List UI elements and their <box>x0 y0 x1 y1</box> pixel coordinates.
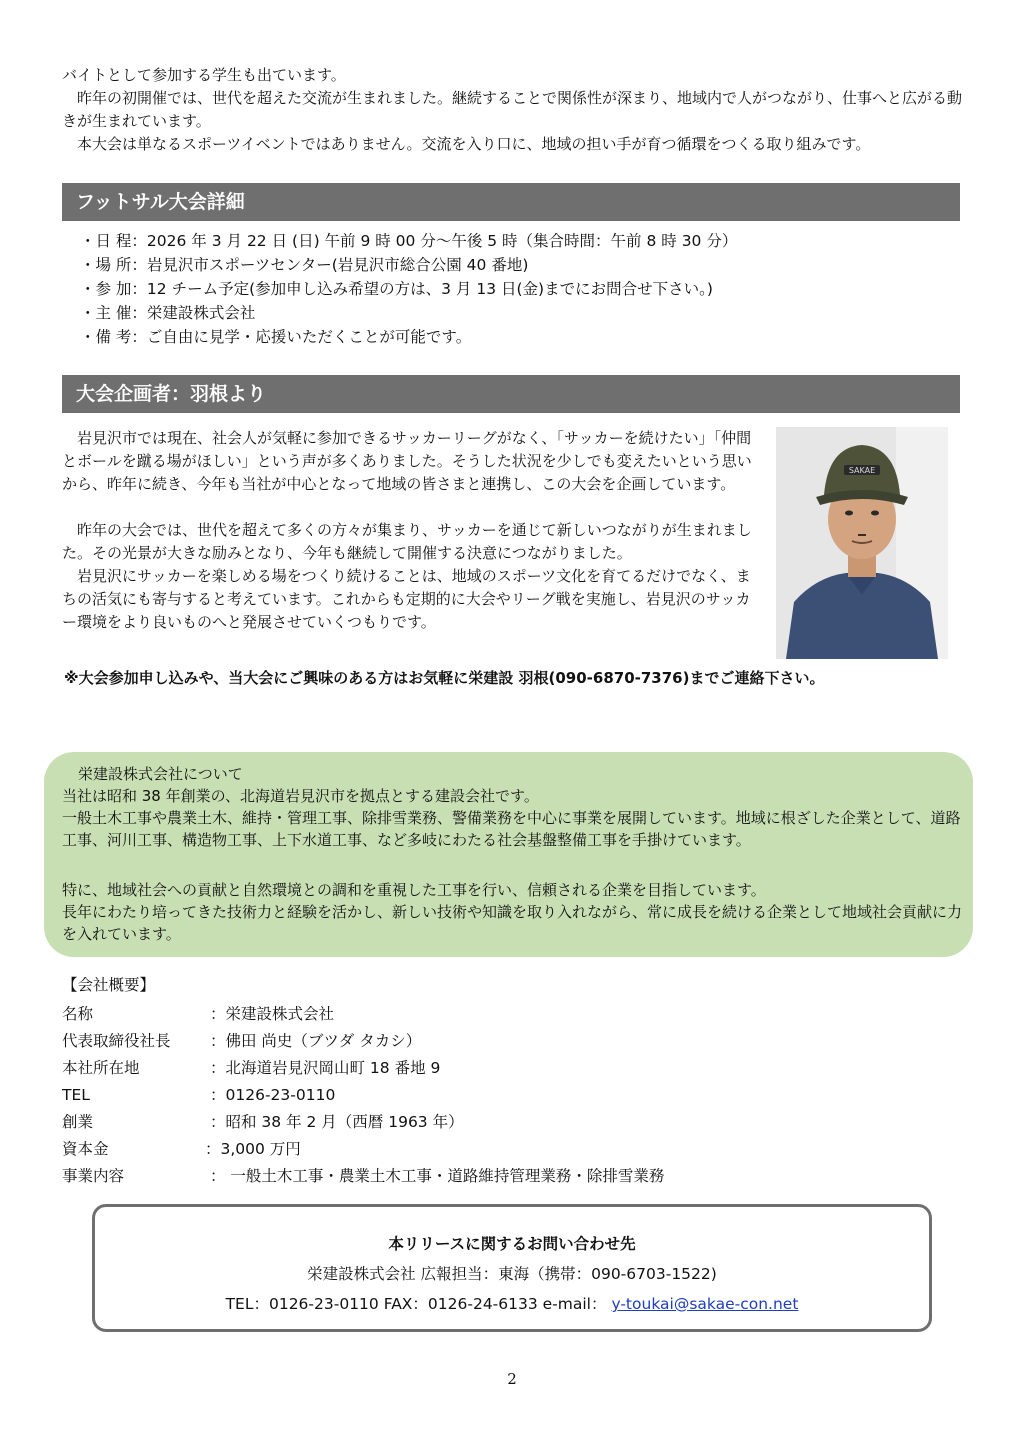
overview-row-tel <box>62 1084 335 1106</box>
about-paragraph-2: 一般土木工事や農業土木、維持・管理工事、除排雪業務、警備業務を中心に事業を展開しています。地域に根ざした企業として、道路工事、河川工事、構造物工事、上下水道工事、など多岐にわたる社会基盤整備工事を手掛けています。 <box>62 809 961 849</box>
about-title: 栄建設株式会社について <box>78 765 243 783</box>
press-contact-box <box>92 1204 932 1332</box>
overview-label: 創業 <box>62 1113 94 1131</box>
contact-line-2 <box>95 1289 929 1319</box>
detail-row-schedule: ・日 程：2026 年 3 月 22 日 (日) 午前 9 時 00 分～午後 5 時（集合時間：午前 8 時 30 分） <box>80 232 738 250</box>
contact-phone-fax: TEL：0126-23-0110 FAX：0126-24-6133 e-mail： <box>225 1295 607 1313</box>
organizer-paragraph-2: 昨年の大会では、世代を超えて多くの方々が集まり、サッカーを通じて新しいつながりが生まれました。その光景が大きな励みとなり、今年も継続して開催する決意につながりました。 <box>62 521 752 562</box>
about-line-1: 当社は昭和 38 年創業の、北海道岩見沢市を拠点とする建設会社です。 <box>62 787 539 805</box>
overview-label: 事業内容 <box>62 1167 125 1185</box>
overview-row-founded <box>62 1111 464 1133</box>
overview-value: ：0126-23-0110 <box>210 1086 336 1104</box>
intro-line: バイトとして参加する学生も出ています。 <box>62 66 346 84</box>
about-paragraph-3: 特に、地域社会への貢献と自然環境との調和を重視した工事を行い、信頼される企業を目指しています。 <box>62 881 766 899</box>
intro-paragraph-2: 昨年の初開催では、世代を超えた交流が生まれました。継続することで関係性が深まり、地域内で人がつながり、仕事へと広がる動きが生まれています。 <box>62 89 963 130</box>
detail-row-organizer: ・主 催：栄建設株式会社 <box>80 304 256 322</box>
overview-value: ：3,000 万円 <box>205 1140 301 1158</box>
contact-email-link[interactable]: y-toukai@sakae-con.net <box>611 1295 799 1313</box>
overview-label: 代表取締役社長 <box>62 1032 171 1050</box>
intro-paragraph-3: 本大会は単なるスポーツイベントではありません。交流を入り口に、地域の担い手が育つ循環をつくる取り組みです。 <box>77 135 871 153</box>
detail-row-remarks: ・備 考：ご自由に見学・応援いただくことが可能です。 <box>80 328 472 346</box>
overview-label: 本社所在地 <box>62 1059 140 1077</box>
contact-notice: ※大会参加申し込みや、当大会にご興味のある方はお気軽に栄建設 羽根(090-6870-7376)までご連絡下さい。 <box>64 669 825 687</box>
about-paragraph-4: 長年にわたり培ってきた技術力と経験を活かし、新しい技術や知識を取り入れながら、常に成長を続ける企業として地域社会貢献に力を入れています。 <box>62 903 963 943</box>
overview-row-name <box>62 1003 334 1025</box>
organizer-portrait-illustration <box>776 427 948 659</box>
contact-line-1: 栄建設株式会社 広報担当：東海（携帯：090-6703-1522) <box>307 1265 717 1283</box>
about-company-box <box>44 752 973 957</box>
organizer-heading: 大会企画者：羽根より <box>62 375 960 413</box>
overview-value: ： 一般土木工事・農業土木工事・道路維持管理業務・除排雪業務 <box>210 1167 665 1185</box>
overview-value: ：佛田 尚史（ブツダ タカシ） <box>210 1032 422 1050</box>
overview-row-capital <box>62 1138 301 1160</box>
overview-label: TEL <box>62 1086 90 1104</box>
overview-label: 資本金 <box>62 1140 109 1158</box>
overview-value: ：栄建設株式会社 <box>210 1005 335 1023</box>
overview-heading: 【会社概要】 <box>62 976 156 994</box>
organizer-paragraph-3: 岩見沢にサッカーを楽しめる場をつくり続けることは、地域のスポーツ文化を育てるだけでなく、まちの活気にも寄与すると考えています。これからも定期的に大会やリーグ戦を実施し、岩見沢のサッカー環境をより良いものへと発展させていくつもりです。 <box>62 567 751 631</box>
overview-row-address <box>62 1057 440 1079</box>
organizer-paragraph-1: 岩見沢市では現在、社会人が気軽に参加できるサッカーリーグがなく、「サッカーを続けたい」「仲間とボールを蹴る場がほしい」という声が多くありました。そうした状況を少しでも変えたいという思いから、昨年に続き、今年も当社が中心となって地域の皆さまと連携し、この大会を企画しています。 <box>62 429 752 493</box>
page-number: 2 <box>507 1370 517 1388</box>
cap-logo-text: SAKAE <box>848 466 876 475</box>
overview-row-ceo <box>62 1030 421 1052</box>
contact-title: 本リリースに関するお問い合わせ先 <box>388 1235 636 1253</box>
detail-row-participants: ・参 加：12 チーム予定(参加申し込み希望の方は、3 月 13 日(金)までにお問合せ下さい。) <box>80 280 713 298</box>
overview-row-business <box>62 1165 664 1187</box>
detail-row-venue: ・場 所：岩見沢市スポーツセンター(岩見沢市総合公園 40 番地) <box>80 256 529 274</box>
overview-value: ：昭和 38 年 2 月（西暦 1963 年） <box>210 1113 464 1131</box>
overview-label: 名称 <box>62 1005 94 1023</box>
organizer-photo <box>776 427 948 659</box>
details-heading: フットサル大会詳細 <box>62 183 960 221</box>
overview-value: ：北海道岩見沢岡山町 18 番地 9 <box>210 1059 441 1077</box>
details-list <box>80 229 737 349</box>
